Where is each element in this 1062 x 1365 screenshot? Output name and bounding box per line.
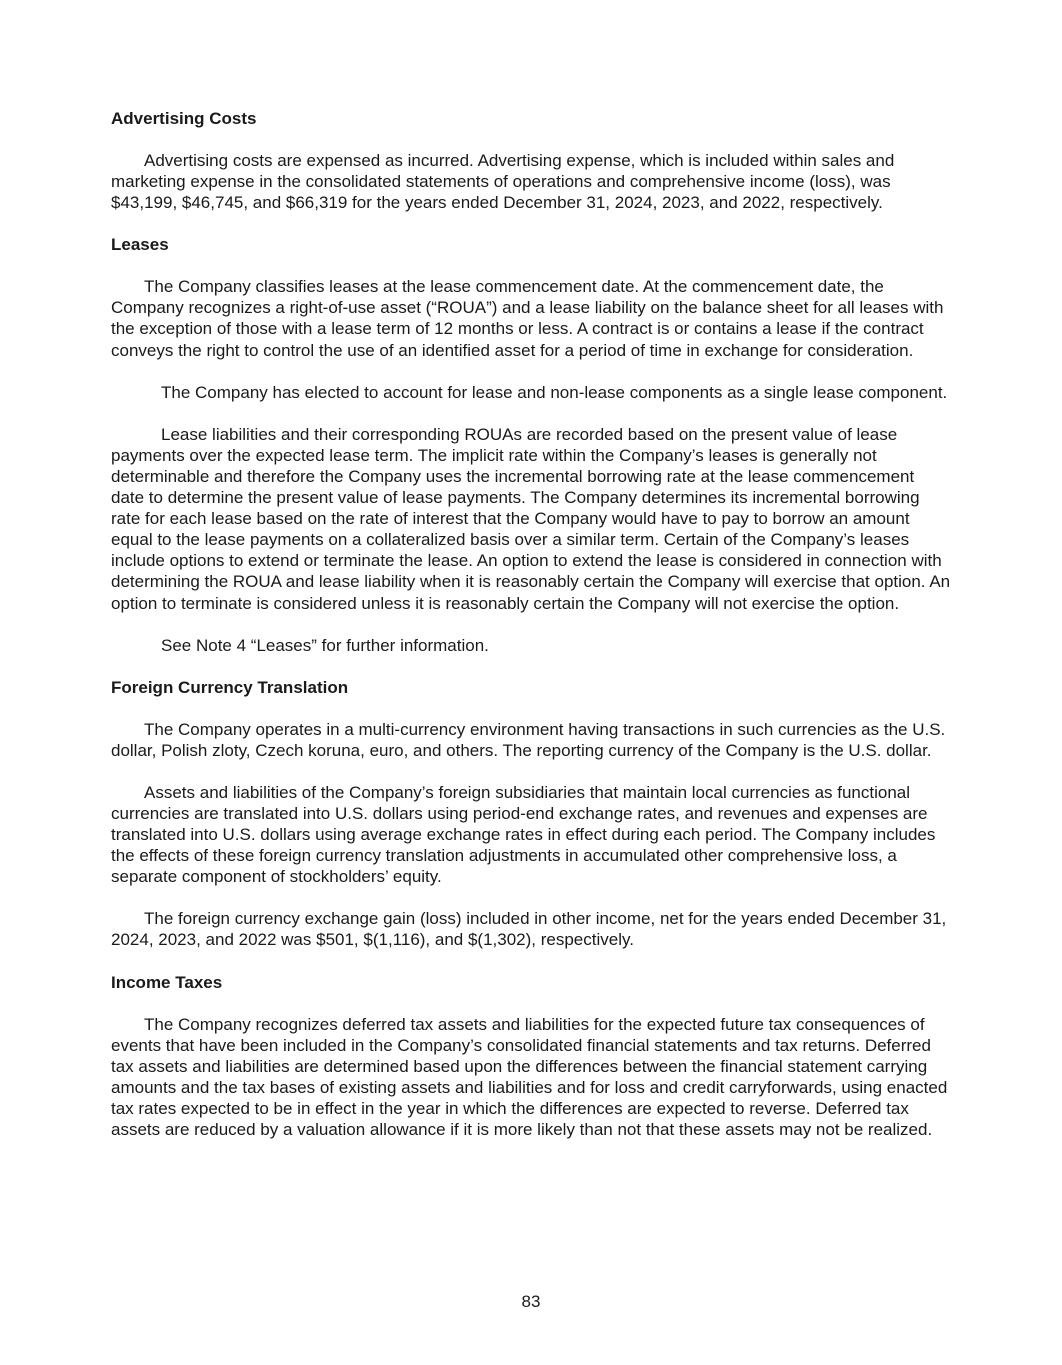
heading-income-taxes: Income Taxes xyxy=(111,972,223,992)
heading-advertising-costs: Advertising Costs xyxy=(111,109,257,128)
income-taxes-paragraph-1: The Company recognizes deferred tax assets and liabilities for the expected future tax consequences of events that have been included in the Company’s consolidated financial statements and tax returns. Deferred tax assets and liabilities are determined based upon the differences between the financial statement carrying amounts and the tax bases of existing assets and liabilities and for loss and credit carryforwards, using enacted tax rates expected to be in effect in the year in which the differences are expected to reverse. Deferred tax assets are reduced by a valuation allowance if it is more likely than not that these assets may not be realized. xyxy=(111,1014,948,1139)
leases-paragraph-1: The Company classifies leases at the lease commencement date. At the commencement date, the Company recognizes a right-of-use asset (“ROUA”) and a lease liability on the balance sheet for all leases with the exception of those with a lease term of 12 months or less. A contract is or contains a lease if the contract conveys the right to control the use of an identified asset for a period of time in exchange for consideration. xyxy=(111,277,944,360)
leases-paragraph-4: See Note 4 “Leases” for further information. xyxy=(161,635,489,655)
heading-foreign-currency-translation: Foreign Currency Translation xyxy=(111,677,349,697)
document-body xyxy=(111,108,951,1140)
foreign-currency-paragraph-1: The Company operates in a multi-currency environment having transactions in such currencies as the U.S. dollar, Polish zloty, Czech koruna, euro, and others. The reporting currency of the Company is the U.S. dollar. xyxy=(111,719,946,760)
foreign-currency-paragraph-3: The foreign currency exchange gain (loss) included in other income, net for the years ended December 31, 2024, 2023, and 2022 was $501, $(1,116), and $(1,302), respectively. xyxy=(111,909,947,950)
leases-paragraph-3: Lease liabilities and their corresponding ROUAs are recorded based on the present value of lease payments over the expected lease term. The implicit rate within the Company’s leases is generally not determinable and therefore the Company uses the incremental borrowing rate at the lease commencement date to determine the present value of lease payments. The Company determines its incremental borrowing rate for each lease based on the rate of interest that the Company would have to pay to borrow an amount equal to the lease payments on a collateralized basis over a similar term. Certain of the Company’s leases include options to extend or terminate the lease. An option to extend the lease is considered in connection with determining the ROUA and lease liability when it is reasonably certain the Company will exercise that option. An option to terminate is considered unless it is reasonably certain the Company will not exercise the option. xyxy=(111,424,951,613)
leases-paragraph-2: The Company has elected to account for lease and non-lease components as a single lease component. xyxy=(161,382,948,402)
page-number: 83 xyxy=(521,1292,541,1311)
heading-leases: Leases xyxy=(111,235,169,255)
foreign-currency-paragraph-2: Assets and liabilities of the Company’s foreign subsidiaries that maintain local currencies as functional currencies are translated into U.S. dollars using period-end exchange rates, and revenues and expenses are translated into U.S. dollars using average exchange rates in effect during each period. The Company includes the effects of these foreign currency translation adjustments in accumulated other comprehensive loss, a separate component of stockholders’ equity. xyxy=(111,782,936,887)
advertising-paragraph-1: Advertising costs are expensed as incurred. Advertising expense, which is included within sales and marketing expense in the consolidated statements of operations and comprehensive income (loss), was $43,199, $46,745, and $66,319 for the years ended December 31, 2024, 2023, and 2022, respectively. xyxy=(111,151,895,213)
